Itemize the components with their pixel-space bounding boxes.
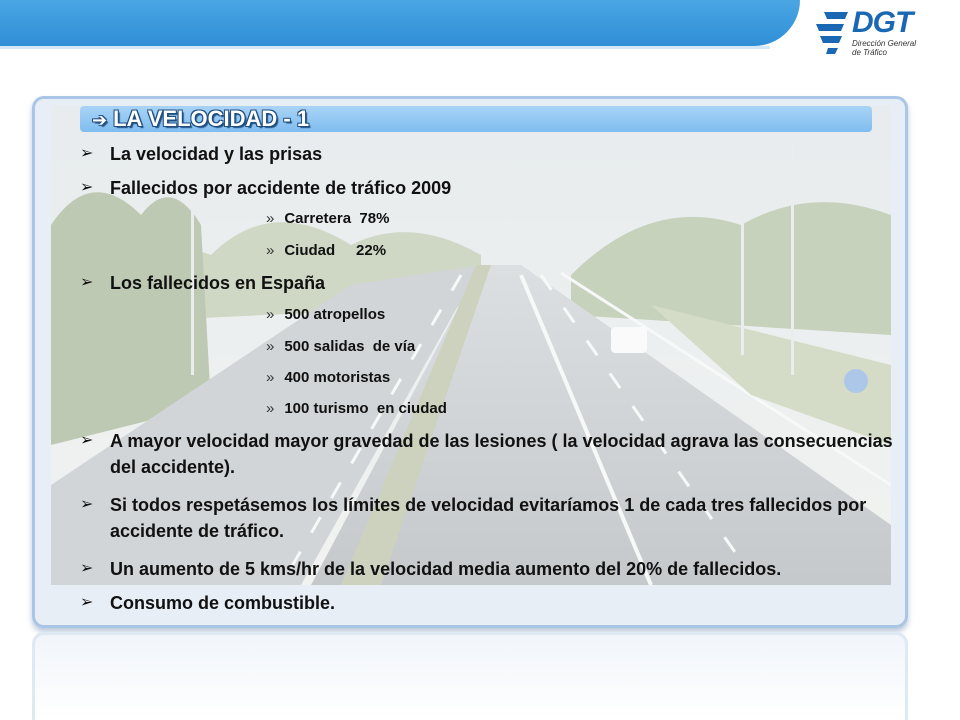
logo-subtitle-line-1: Dirección General bbox=[852, 39, 917, 48]
arrowhead-bullet-icon: ➢ bbox=[80, 560, 94, 577]
right-arrow-icon: ➔ bbox=[92, 110, 108, 130]
sub-bullet-item bbox=[266, 241, 386, 261]
sub-bullet-item bbox=[266, 209, 389, 229]
sub-bullet-text: Ciudad 22% bbox=[284, 242, 387, 259]
arrowhead-bullet-icon: ➢ bbox=[80, 179, 94, 196]
arrowhead-bullet-icon: ➢ bbox=[80, 432, 94, 449]
sub-bullet-text: 100 turismo en ciudad bbox=[284, 400, 447, 417]
arrowhead-bullet-icon: ➢ bbox=[80, 496, 94, 513]
sub-bullet-marker: » bbox=[266, 400, 275, 417]
sub-bullet-item bbox=[266, 368, 390, 388]
sub-bullet-item bbox=[266, 399, 447, 419]
bullet-text: Fallecidos por accidente de tráfico 2009 bbox=[110, 178, 452, 198]
bullet-text: Los fallecidos en España bbox=[110, 273, 326, 293]
sub-bullet-item bbox=[266, 337, 415, 357]
slide-title-text: LA VELOCIDAD - 1 bbox=[113, 106, 310, 131]
bullet-text: Si todos respetásemos los límites de velocidad evitaríamos 1 de cada tres fallecidos por accidente de tráfico. bbox=[110, 495, 867, 541]
top-banner bbox=[0, 0, 800, 46]
sub-bullet-marker: » bbox=[266, 338, 275, 355]
arrowhead-bullet-icon: ➢ bbox=[80, 145, 94, 162]
sub-bullet-text: 500 salidas de vía bbox=[284, 338, 416, 355]
sub-bullet-text: 400 motoristas bbox=[284, 369, 391, 386]
dgt-logo-icon bbox=[814, 10, 850, 54]
bullet-text: A mayor velocidad mayor gravedad de las lesiones ( la velocidad agrava las consecuencias del accidente). bbox=[110, 431, 893, 477]
logo-subtitle-line-2: de Tráfico bbox=[852, 48, 887, 57]
arrowhead-bullet-icon: ➢ bbox=[80, 594, 94, 611]
sub-bullet-marker: » bbox=[266, 369, 275, 386]
bullet-text: Consumo de combustible. bbox=[110, 593, 336, 613]
dgt-logo bbox=[814, 6, 954, 62]
sub-bullet-text: Carretera 78% bbox=[284, 210, 390, 227]
sub-bullet-marker: » bbox=[266, 210, 275, 227]
slide-title bbox=[92, 106, 309, 132]
sub-bullet-text: 500 atropellos bbox=[284, 306, 386, 323]
bullet-text: La velocidad y las prisas bbox=[110, 144, 323, 164]
logo-subtitle bbox=[852, 39, 916, 57]
logo-name: DGT bbox=[852, 6, 913, 39]
card-reflection bbox=[32, 632, 908, 720]
sub-bullet-marker: » bbox=[266, 242, 275, 259]
arrowhead-bullet-icon: ➢ bbox=[80, 274, 94, 291]
sub-bullet-item bbox=[266, 305, 385, 325]
bullet-text: Un aumento de 5 kms/hr de la velocidad media aumento del 20% de fallecidos. bbox=[110, 559, 782, 579]
sub-bullet-marker: » bbox=[266, 306, 275, 323]
